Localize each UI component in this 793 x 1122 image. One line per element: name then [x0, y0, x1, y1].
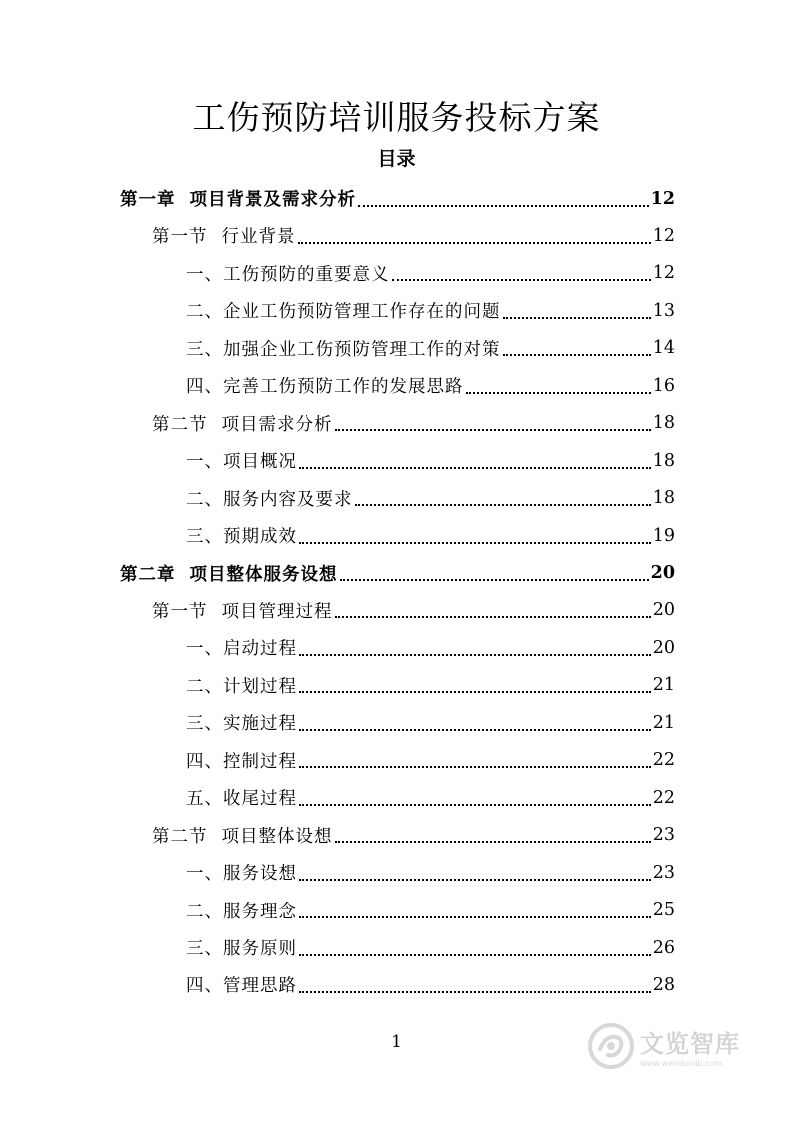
- toc-entry-page: 19: [652, 525, 675, 546]
- toc-entry-page: 12: [652, 263, 675, 284]
- toc-entry-title: 项目需求分析: [221, 414, 333, 435]
- toc-entry-number: 第一节: [152, 601, 208, 622]
- toc-entry-page: 23: [652, 825, 675, 846]
- toc-entry[interactable]: [186, 442, 675, 479]
- toc-entry-title: 服务原则: [223, 939, 297, 959]
- toc-dot-leader: [392, 269, 651, 281]
- toc-entry-number: 三、: [186, 339, 223, 360]
- toc-entry[interactable]: [120, 180, 675, 217]
- toc-dot-leader: [299, 944, 651, 956]
- toc-entry-number: 第二节: [152, 826, 208, 847]
- toc-heading: 目录: [377, 148, 416, 170]
- toc-entry-title: 项目整体设想: [221, 826, 333, 847]
- toc-entry[interactable]: [152, 817, 675, 854]
- toc-entry-title: 项目整体服务设想: [189, 564, 338, 585]
- toc-dot-leader: [335, 831, 651, 843]
- toc-entry-number: 一、: [186, 639, 223, 660]
- toc-entry-page: 22: [652, 750, 675, 771]
- toc-entry[interactable]: [186, 892, 675, 929]
- toc-dot-leader: [335, 419, 651, 431]
- toc-entry-page: 14: [652, 338, 675, 359]
- toc-entry[interactable]: [186, 629, 675, 666]
- toc-entry-page: 12: [652, 225, 675, 246]
- toc-entry-title: 计划过程: [223, 676, 297, 697]
- toc-entry-page: 26: [652, 937, 675, 958]
- toc-entry-page: 13: [652, 300, 675, 321]
- toc-entry-page: 28: [652, 974, 675, 995]
- toc-entry-title: 管理思路: [223, 976, 297, 997]
- toc-entry-page: 18: [652, 413, 675, 434]
- page-number: 1: [391, 1032, 402, 1052]
- toc-dot-leader: [503, 344, 651, 356]
- toc-entry-number: 三、: [186, 939, 223, 959]
- toc-entry-number: 第二节: [152, 414, 208, 435]
- toc-dot-leader: [299, 457, 651, 469]
- toc-entry-page: 12: [650, 188, 675, 209]
- toc-entry-title: 服务理念: [223, 901, 297, 922]
- toc-dot-leader: [358, 195, 649, 207]
- toc-entry[interactable]: [186, 480, 675, 517]
- toc-entry-title: 项目背景及需求分析: [189, 190, 356, 210]
- toc-dot-leader: [299, 794, 651, 806]
- toc-entry[interactable]: [152, 592, 675, 629]
- toc-entry-title: 行业背景: [221, 227, 296, 248]
- toc-entry[interactable]: [186, 517, 675, 554]
- toc-dot-leader: [355, 494, 651, 506]
- toc-entry-number: 二、: [186, 489, 223, 510]
- toc-entry[interactable]: [186, 966, 675, 1003]
- toc-entry[interactable]: [186, 779, 675, 816]
- toc-entry[interactable]: [120, 555, 675, 592]
- toc-entry-number: 四、: [186, 377, 223, 398]
- toc-entry[interactable]: [186, 667, 675, 704]
- toc-entry-page: 18: [652, 450, 675, 471]
- watermark-url: www.wenduolib.com: [640, 1059, 723, 1068]
- toc-entry-title: 实施过程: [223, 714, 297, 735]
- toc-entry[interactable]: [186, 367, 675, 404]
- toc-entry-title: 加强企业工伤预防管理工作的对策: [223, 339, 501, 360]
- toc-entry[interactable]: [186, 854, 675, 891]
- toc-entry-title: 完善工伤预防工作的发展思路: [223, 377, 464, 398]
- toc-dot-leader: [340, 569, 649, 581]
- toc-entry-number: 二、: [186, 676, 223, 697]
- toc-entry-title: 服务内容及要求: [223, 489, 353, 510]
- toc-entry[interactable]: [186, 742, 675, 779]
- toc-entry-page: 18: [652, 488, 675, 509]
- toc-entry-page: 21: [652, 675, 675, 696]
- watermark-logo-icon: [588, 1023, 634, 1069]
- watermark: [588, 1018, 758, 1074]
- toc-dot-leader: [299, 981, 651, 993]
- toc-entry-title: 控制过程: [223, 751, 297, 772]
- toc-entry-page: 23: [652, 862, 675, 883]
- toc-dot-leader: [299, 906, 651, 918]
- watermark-name: 文览智库: [640, 1030, 740, 1058]
- toc-entry-title: 工伤预防的重要意义: [223, 264, 390, 285]
- toc-entry-page: 20: [652, 600, 675, 621]
- toc-dot-leader: [298, 232, 651, 244]
- toc-entry[interactable]: [186, 330, 675, 367]
- document-title: 工伤预防培训服务投标方案: [192, 98, 601, 137]
- toc-dot-leader: [299, 532, 651, 544]
- toc-entry-number: 五、: [186, 789, 223, 810]
- toc-entry-title: 项目管理过程: [221, 601, 333, 622]
- toc-entry[interactable]: [152, 405, 675, 442]
- toc-entry-number: 第一节: [152, 227, 208, 248]
- toc-dot-leader: [466, 382, 651, 394]
- toc-entry[interactable]: [186, 704, 675, 741]
- toc-entry-title: 启动过程: [223, 639, 297, 660]
- toc-entry-number: 第一章: [120, 190, 176, 210]
- toc-entry-page: 21: [652, 712, 675, 733]
- toc-entry-title: 预期成效: [223, 527, 297, 548]
- toc-entry-page: 20: [652, 637, 675, 658]
- toc-entry-title: 服务设想: [223, 864, 297, 885]
- toc-entry-number: 二、: [186, 901, 223, 922]
- toc-entry[interactable]: [186, 255, 675, 292]
- toc-entry[interactable]: [152, 217, 675, 254]
- toc-dot-leader: [299, 644, 651, 656]
- toc-entry-page: 22: [652, 787, 675, 808]
- toc-entry-number: 二、: [186, 302, 223, 323]
- toc-dot-leader: [299, 719, 651, 731]
- toc-entry-title: 企业工伤预防管理工作存在的问题: [223, 302, 501, 323]
- toc-entry-page: 25: [652, 900, 675, 921]
- toc-dot-leader: [503, 307, 651, 319]
- toc-entry[interactable]: [186, 929, 675, 966]
- toc-entry-number: 一、: [186, 864, 223, 885]
- toc-entry-page: 16: [652, 375, 675, 396]
- toc-dot-leader: [299, 756, 651, 768]
- toc-dot-leader: [335, 606, 651, 618]
- toc-entry-title: 项目概况: [223, 452, 297, 473]
- toc-dot-leader: [299, 681, 651, 693]
- toc-entry-number: 三、: [186, 527, 223, 548]
- toc-entry-number: 四、: [186, 751, 223, 772]
- toc-entry[interactable]: [186, 292, 675, 329]
- toc-entry-number: 三、: [186, 714, 223, 735]
- toc-entry-number: 第二章: [120, 564, 176, 585]
- toc-entry-page: 20: [650, 563, 675, 583]
- toc-entry-number: 一、: [186, 452, 223, 473]
- toc-dot-leader: [299, 869, 651, 881]
- toc-entry-number: 一、: [186, 264, 223, 285]
- toc-entry-number: 四、: [186, 976, 223, 997]
- toc-entry-title: 收尾过程: [223, 789, 297, 810]
